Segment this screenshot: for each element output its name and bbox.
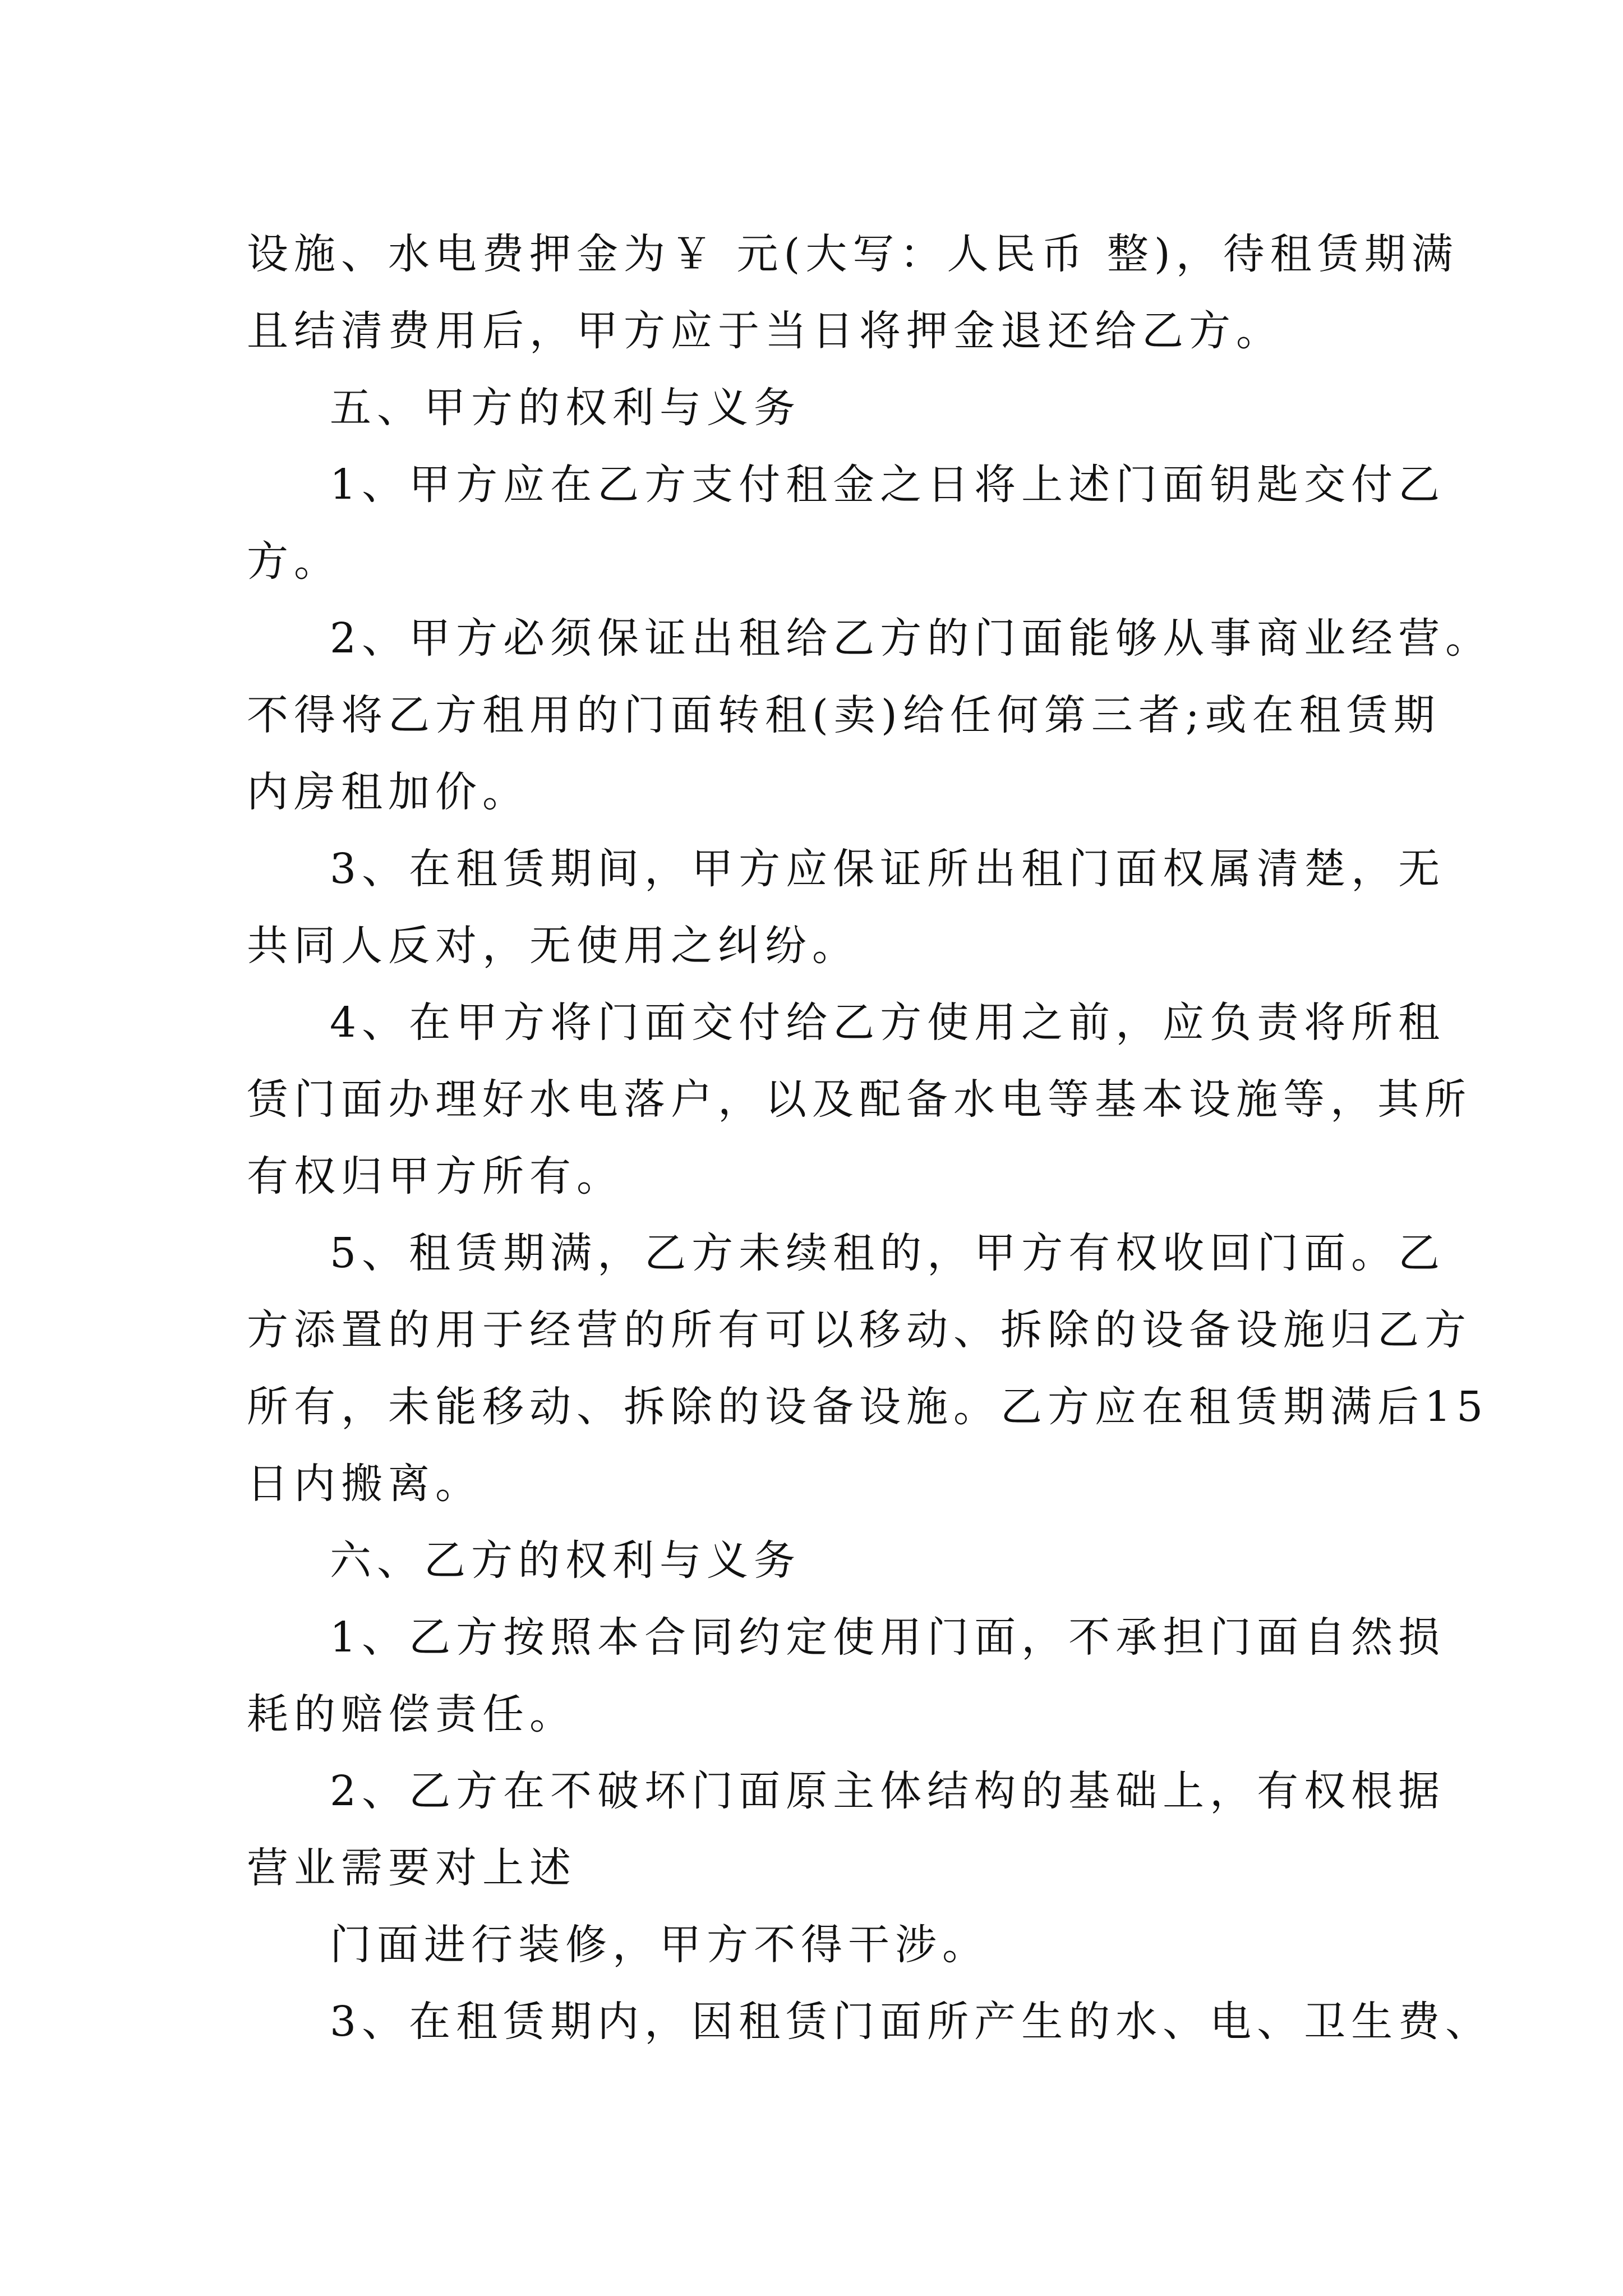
text-line: 所有，未能移动、拆除的设备设施。乙方应在租赁期满后15 <box>247 1383 1489 1431</box>
text-line: 共同人反对，无使用之纠纷。 <box>247 922 859 970</box>
text-line: 1、甲方应在乙方支付租金之日将上述门面钥匙交付乙 <box>330 461 1446 509</box>
text-line: 日内搬离。 <box>247 1460 482 1508</box>
section-heading: 五、甲方的权利与义务 <box>330 384 801 432</box>
text-line: 赁门面办理好水电落户，以及配备水电等基本设施等，其所 <box>247 1075 1472 1124</box>
text-line: 不得将乙方租用的门面转租(卖)给任何第三者;或在租赁期 <box>247 691 1441 739</box>
text-line: 方添置的用于经营的所有可以移动、拆除的设备设施归乙方 <box>247 1306 1472 1354</box>
text-line: 耗的赔偿责任。 <box>247 1690 577 1738</box>
text-line: 设施、水电费押金为￥ 元(大写：人民币 整)，待租赁期满 <box>247 230 1459 278</box>
text-line: 方。 <box>247 537 341 586</box>
text-line: 2、乙方在不破坏门面原主体结构的基础上，有权根据 <box>330 1767 1446 1815</box>
text-line: 2、甲方必须保证出租给乙方的门面能够从事商业经营。 <box>330 614 1493 662</box>
text-line: 内房租加价。 <box>247 768 529 816</box>
text-line: 5、租赁期满，乙方未续租的，甲方有权收回门面。乙 <box>330 1229 1446 1277</box>
text-line: 3、在租赁期内，因租赁门面所产生的水、电、卫生费、 <box>330 1998 1493 2046</box>
text-line: 有权归甲方所有。 <box>247 1152 624 1200</box>
text-line: 营业需要对上述 <box>247 1844 577 1892</box>
text-line: 3、在租赁期间，甲方应保证所出租门面权属清楚，无 <box>330 845 1446 893</box>
document-body <box>247 216 1493 2060</box>
text-line: 且结清费用后，甲方应于当日将押金退还给乙方。 <box>247 307 1283 355</box>
text-line: 1、乙方按照本合同约定使用门面，不承担门面自然损 <box>330 1613 1446 1662</box>
text-line: 门面进行装修，甲方不得干涉。 <box>330 1921 989 1969</box>
section-heading: 六、乙方的权利与义务 <box>330 1536 801 1585</box>
text-line: 4、在甲方将门面交付给乙方使用之前，应负责将所租 <box>330 999 1446 1047</box>
